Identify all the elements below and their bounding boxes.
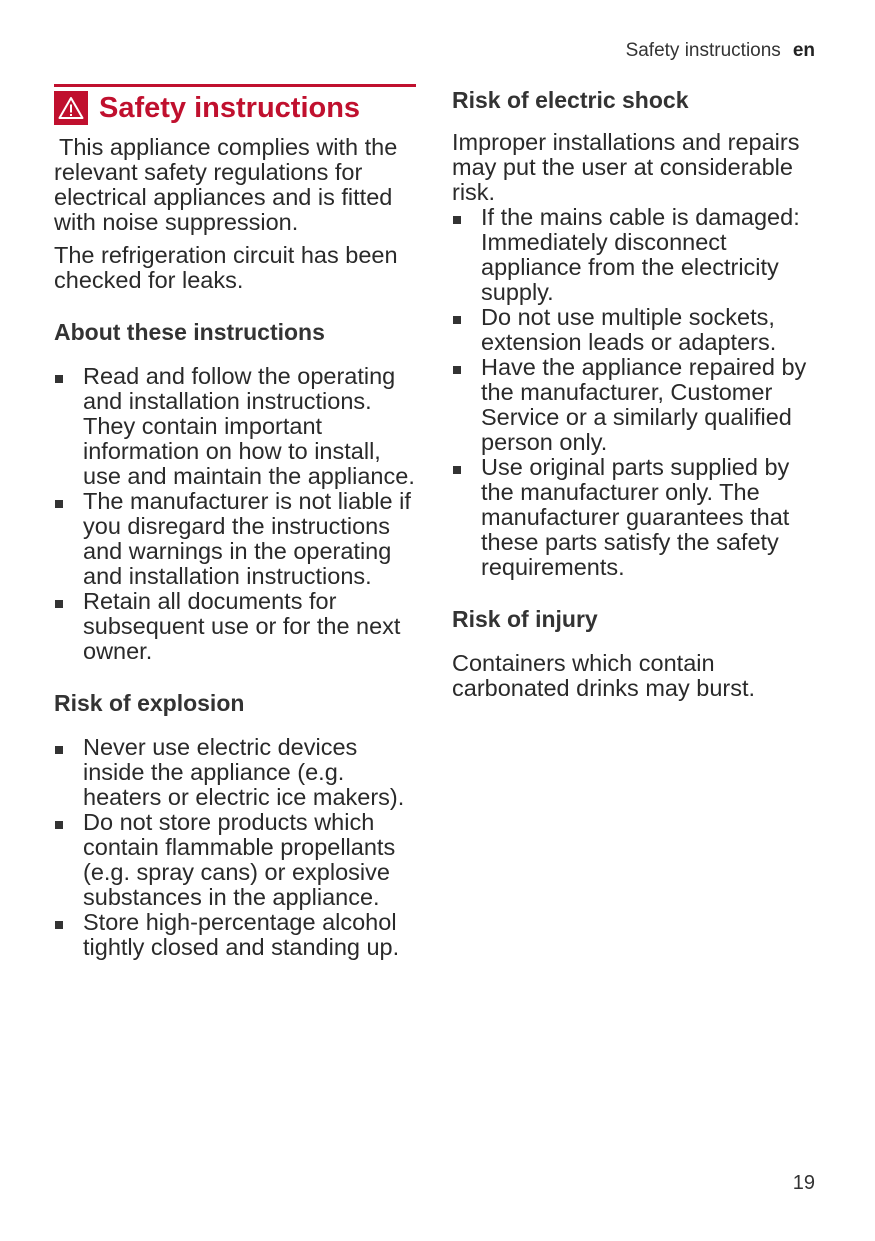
about-instructions-heading: About these instructions (54, 319, 325, 345)
intro-paragraph: This appliance complies with the relevant safety regulations for electrical appliances and is fitted with noise suppression. (54, 134, 398, 235)
list-item: Have the appliance repaired by the manufacturer, Customer Service or a similarly qualified person only. (452, 355, 818, 455)
warning-triangle-icon (54, 91, 88, 125)
right-column (452, 84, 818, 709)
list-item: Never use electric devices inside the appliance (e.g. heaters or electric ice makers). (54, 735, 416, 810)
list-item: Do not store products which contain flammable propellants (e.g. spray cans) or explosive substances in the appliance. (54, 810, 416, 910)
risk-of-electric-shock-heading: Risk of electric shock (452, 87, 689, 113)
leak-check-paragraph: The refrigeration circuit has been checked for leaks. (54, 242, 398, 293)
page-number: 19 (792, 1172, 815, 1194)
section-title-bar (54, 84, 416, 125)
left-column (54, 84, 416, 960)
list-item: If the mains cable is damaged: Immediately disconnect appliance from the electricity supply. (452, 205, 818, 305)
about-instructions-list (54, 364, 416, 664)
running-header (626, 40, 815, 62)
risk-of-injury-text: Containers which contain carbonated drinks may burst. (452, 650, 756, 701)
page-title: Safety instructions (99, 91, 361, 124)
list-item: Read and follow the operating and installation instructions. They contain important information on how to install, use and maintain the appliance. (54, 364, 416, 489)
list-item: Retain all documents for subsequent use or for the next owner. (54, 589, 416, 664)
risk-of-explosion-list (54, 735, 416, 960)
list-item: The manufacturer is not liable if you disregard the instructions and warnings in the operating and installation instructions. (54, 489, 416, 589)
risk-of-explosion-heading: Risk of explosion (54, 690, 245, 716)
risk-of-injury-heading: Risk of injury (452, 606, 598, 632)
header-section-title: Safety instructions (625, 40, 781, 61)
electric-shock-intro: Improper installations and repairs may put the user at considerable risk. (452, 129, 800, 205)
header-language-code: en (792, 40, 815, 61)
list-item: Do not use multiple sockets, extension leads or adapters. (452, 305, 818, 355)
list-item: Use original parts supplied by the manufacturer only. The manufacturer guarantees that these parts satisfy the safety requirements. (452, 455, 818, 580)
risk-of-electric-shock-list (452, 205, 818, 580)
list-item: Store high-percentage alcohol tightly closed and standing up. (54, 910, 416, 960)
